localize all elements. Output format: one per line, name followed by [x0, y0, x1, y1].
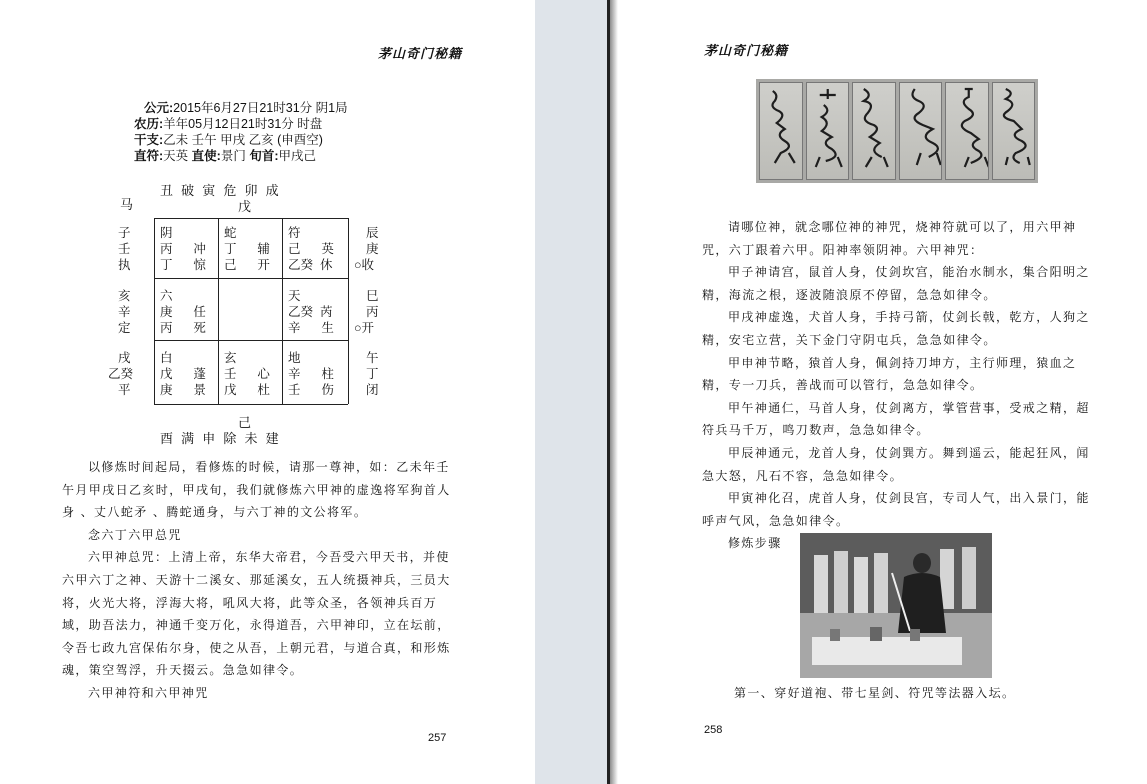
ganzhi-label: 干支:	[134, 133, 164, 147]
grid-left-label: 乙癸	[108, 367, 134, 381]
grid-line	[348, 218, 349, 404]
bottom-center-stem: 己	[238, 416, 254, 431]
right-body-text	[702, 216, 1094, 555]
photo-caption: 第一、穿好道袍、带七星剑、符咒等法器入坛。	[734, 686, 1016, 700]
paragraph: 以修炼时间起局，看修炼的时候，请那一尊神，如：乙未年壬午月甲戌日乙亥时，甲戌旬，我们就修炼六甲神的虚逸将军狗首人身 、丈八蛇矛 、腾蛇通身，与六丁神的文公将军。	[62, 460, 451, 520]
grid-right-label: 丁	[366, 367, 379, 381]
top-branch-row: 丑 破 寅 危 卯 成	[160, 184, 281, 199]
palace-cell: 地 辛 柱 壬 伤	[288, 351, 334, 397]
paragraph-heading: 六甲神符和六甲神咒	[88, 685, 209, 700]
grid-right-label: 闭	[366, 383, 379, 397]
paragraph-heading: 念六丁六甲总咒	[88, 527, 182, 542]
bottom-branch-row: 酉 满 申 除 未 建	[160, 432, 281, 447]
paragraph: 请哪位神，就念哪位神的神咒，烧神符就可以了，用六甲神咒，六丁跟着六甲。阳神率领阴神。六甲神咒：	[702, 220, 1077, 257]
grid-left-label: 平	[118, 383, 131, 397]
paragraph: 甲申神节略，猿首人身，佩剑持刀坤方，主行师理，猿血之精，专一刀兵，善战而可以管行，急急如律令。	[702, 355, 1077, 393]
talisman-images	[756, 79, 1038, 183]
talisman-glyph	[993, 83, 1035, 179]
gongyuan-value: 2015年6月27日21时31分 阴1局	[173, 101, 348, 115]
zhishi-value: 景门	[220, 149, 246, 163]
palace-cell: 六 庚 任 丙 死	[160, 289, 206, 335]
qimen-grid	[108, 218, 388, 404]
qimen-chart-info	[100, 100, 348, 164]
grid-left-label: 壬	[118, 242, 131, 256]
palace-cell: 蛇 丁 辅 己 开	[224, 226, 270, 272]
ritual-photo-illustration	[800, 533, 992, 678]
talisman-glyph	[760, 83, 802, 179]
paragraph: 六甲神总咒：上清上帝，东华大帝君，今吾受六甲天书，并使六甲六丁之神、天游十二溪女、那延溪女，五人统摄神兵，三员大将，火光大将，浮海大将，吼风大将，此等众圣，各领神兵百万域，助吾法力，神通千变万化，永得道吾，六甲神印，立在坛前，令吾七政九宫保佑尔身，使之从吾，上朝元君，与道合真，和形炼魂，策空驾浮，升天掇云。急急如律令。	[62, 550, 451, 678]
grid-right-label: 辰	[366, 226, 379, 240]
top-center-stem: 戊	[238, 200, 254, 215]
left-body-text	[62, 456, 456, 705]
page-number: 258	[704, 724, 723, 736]
paragraph: 甲寅神化召，虎首人身，仗剑艮宫，专司人气，出入景门，能呼声气风，急急如律令。	[702, 491, 1090, 528]
grid-right-label: 庚	[366, 242, 379, 256]
grid-right-label: ○开	[354, 321, 375, 335]
grid-right-label: 巳	[366, 289, 379, 303]
grid-left-label: 亥	[118, 289, 131, 303]
talisman-image	[945, 82, 989, 180]
palace-cell: 白 戊 蓬 庚 景	[160, 351, 206, 397]
grid-right-label: 午	[366, 351, 379, 365]
grid-right-label: ○收	[354, 258, 375, 272]
grid-left-label: 子	[118, 226, 131, 240]
zhifu-value: 天英	[163, 149, 189, 163]
ritual-photo	[800, 533, 992, 678]
page-number: 257	[428, 732, 447, 744]
top-left-marker: 马	[120, 198, 136, 213]
palace-cell: 阴 丙 冲 丁 惊	[160, 226, 206, 272]
palace-cell: 玄 壬 心 戊 杜	[224, 351, 270, 397]
paragraph: 甲戌神虚逸，犬首人身，手持弓箭，仗剑长戟，乾方，人狗之精，安宅立营，关下金门守阴屯兵，急急如律令。	[702, 310, 1090, 347]
paragraph: 甲子神请宫，鼠首人身，仗剑坎宫，能治水制水，集合阳明之精，海流之根，逐波随浪原不停留，急急如律令。	[702, 265, 1090, 302]
grid-line	[154, 218, 348, 219]
grid-left-label: 戌	[118, 351, 131, 365]
grid-left-label: 辛	[118, 305, 131, 319]
page-header: 茅山奇门秘籍	[378, 47, 463, 62]
grid-left-label: 定	[118, 321, 131, 335]
talisman-image	[852, 82, 896, 180]
xunshou-value: 甲戌己	[278, 149, 317, 163]
paragraph-heading: 修炼步骤	[728, 536, 782, 551]
talisman-image	[806, 82, 850, 180]
nongli-value: 羊年05月12日21时31分 时盘	[163, 117, 323, 131]
grid-line	[154, 404, 348, 405]
talisman-image	[992, 82, 1036, 180]
nongli-label: 农历:	[134, 117, 164, 131]
grid-line	[154, 340, 348, 341]
zhishi-label: 直使:	[191, 149, 221, 163]
talisman-glyph	[807, 83, 849, 179]
talisman-glyph	[900, 83, 942, 179]
zhifu-label: 直符:	[134, 149, 164, 163]
page-shadow	[610, 0, 618, 784]
talisman-image	[899, 82, 943, 180]
xunshou-label: 旬首:	[249, 149, 279, 163]
viewer-gutter	[535, 0, 607, 784]
talisman-glyph	[853, 83, 895, 179]
grid-left-label: 执	[118, 258, 131, 272]
palace-cell: 符 己 英 乙癸 休	[288, 226, 334, 272]
grid-right-label: 丙	[366, 305, 379, 319]
grid-line	[218, 218, 219, 404]
grid-line	[154, 278, 348, 279]
grid-line	[154, 218, 155, 404]
grid-line	[282, 218, 283, 404]
talisman-image	[759, 82, 803, 180]
gongyuan-label: 公元:	[144, 101, 174, 115]
paragraph: 甲午神通仁，马首人身，仗剑离方，掌管营事，受戒之精，超符兵马千万，鸣刀数声，急急如律令。	[702, 400, 1090, 438]
palace-cell: 天 乙癸 芮 辛 生	[288, 289, 334, 335]
talisman-glyph	[946, 83, 988, 179]
ganzhi-value: 乙未 壬午 甲戌 乙亥 (申酉空)	[163, 133, 323, 147]
right-page	[618, 0, 1147, 784]
paragraph: 甲辰神通元，龙首人身，仗剑巽方。舞到遥云，能起狂风，闻急大怒，凡石不容，急急如律令。	[702, 445, 1090, 483]
page-header: 茅山奇门秘籍	[704, 44, 789, 59]
left-page	[0, 0, 535, 784]
